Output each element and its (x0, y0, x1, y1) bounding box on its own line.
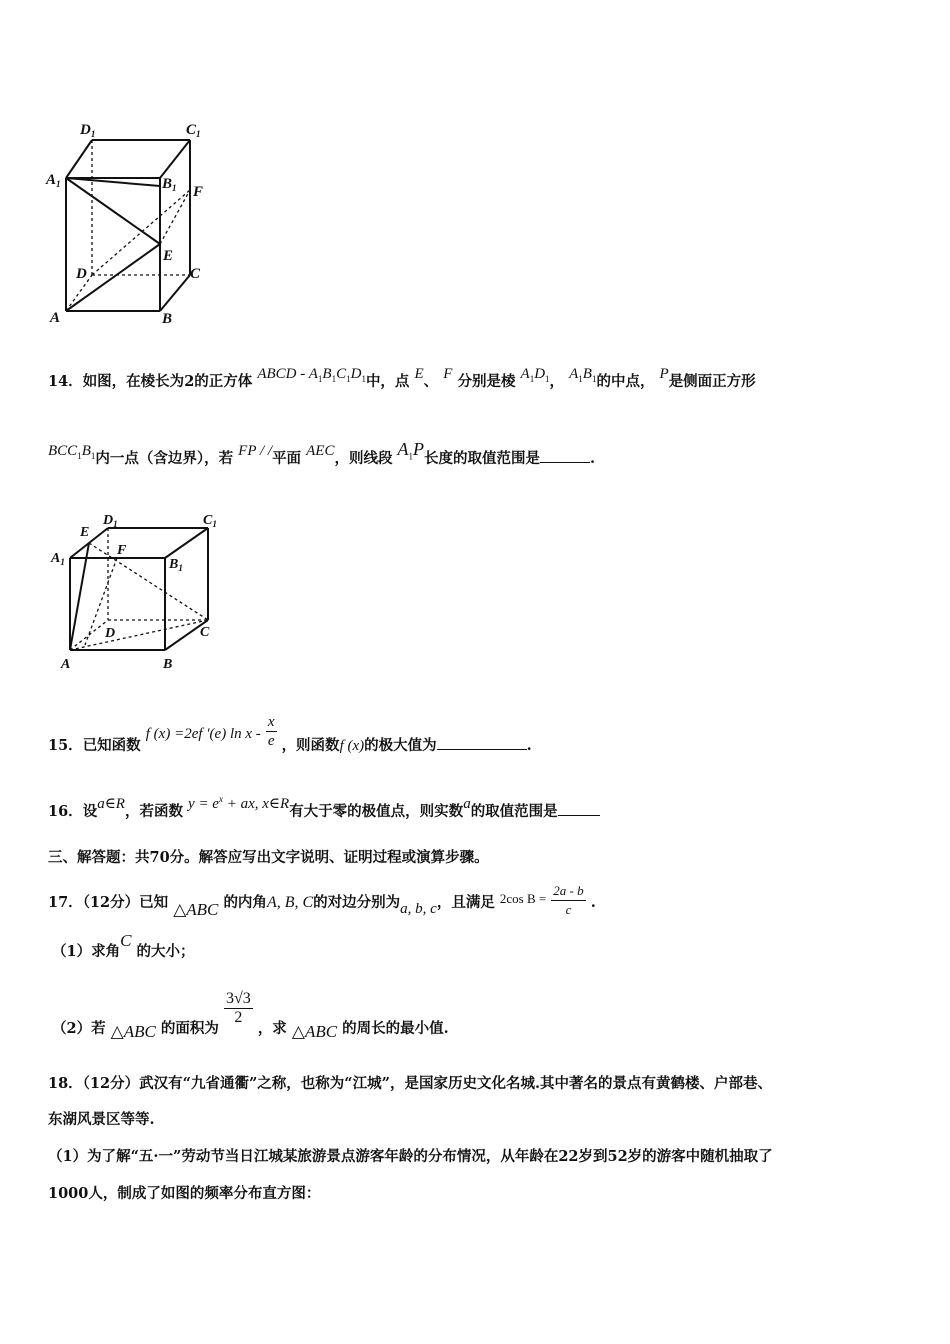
q18-line3: （1）为了解“五·一”劳动节当日江城某旅游景点游客年龄的分布情况，从年龄在22岁到52岁的游客中随机抽取了 (48, 1148, 773, 1165)
label-a: A (50, 310, 61, 326)
q18-line4: 1000人，制成了如图的频率分布直方图： (48, 1185, 321, 1202)
q17-area-fraction: $\frac{3√3}{2}$ (225, 990, 251, 1026)
cube-figure (45, 510, 230, 675)
label-c1: $C_1$ (186, 122, 201, 139)
q14-answer-blank (540, 448, 590, 463)
cube-solid-edges (70, 528, 208, 650)
label-b: B (163, 657, 173, 672)
label-b1: $B_1$ (162, 176, 177, 193)
q15-fraction: $\frac{x}{e}$ (267, 714, 275, 749)
section-3-header: 三、解答题：共70分。解答应写出文字说明、证明过程或演算步骤。 (48, 849, 489, 866)
q14-line2: $BCC_1B_1$内一点（含边界），若 FP / /平面 AEC，则线段 $A_1P$长度的取值范围是 . (48, 439, 596, 467)
q17-part2: （2）若 △ABC 的面积为 $\frac{3√3}{2}$ ，求 △ABC 的周长的最小值. (52, 990, 449, 1041)
label-b1: $B_1$ (169, 557, 183, 573)
q15-answer-blank (437, 735, 527, 750)
prism-hidden-edges (66, 140, 190, 311)
q17-part1: （1）求角C 的大小； (52, 931, 195, 960)
label-a1: $A_1$ (46, 172, 61, 189)
label-a: A (61, 657, 71, 672)
label-c: C (200, 625, 210, 640)
label-b: B (162, 311, 173, 327)
label-d: D (76, 266, 87, 282)
label-d1: $D_1$ (103, 513, 118, 529)
label-a1: $A_1$ (51, 551, 65, 567)
q16-line: 16．设a∈R，若函数 $y = e^x$ + ax, x∈R有大于零的极值点，则实数a的取值范围是 (48, 800, 600, 821)
q18-line1: 18．（12分）武汉有“九省通衢”之称，也称为“江城”，是国家历史文化名城.其中著名的景点有黄鹤楼、户部巷、 (48, 1075, 773, 1092)
label-f: F (117, 543, 127, 558)
q18-line2: 东湖风景区等等. (48, 1111, 155, 1128)
prism-figure (40, 118, 220, 333)
q17-condition-fraction: $\frac{2a - b}{c}$ (553, 883, 584, 917)
q17-line: 17．（12分）已知 △ABC 的内角A, B, C的对边分别为a, b, c，且满足 2cos B = $\frac{2a - b}{c}$ . (48, 883, 596, 919)
label-d1: $D_1$ (80, 122, 96, 139)
q14-line1: 14．如图，在棱长为2的正方体 ABCD - $A_1B_1C_1D_1$中，点 E、 F 分别是棱 $A_1D_1$， $A_1B_1$的中点， P是侧面正方形 (48, 366, 756, 390)
label-d: D (105, 626, 116, 641)
label-e: E (163, 248, 174, 264)
cube-hidden-edges (70, 528, 208, 650)
label-f: F (193, 184, 204, 200)
label-c1: $C_1$ (203, 513, 217, 529)
label-e: E (80, 525, 90, 540)
q15-line: 15．已知函数 f (x) =2ef ′(e) ln x - $\frac{x}{e}$ ，则函数f (x)的极大值为 . (48, 714, 532, 754)
label-c: C (190, 266, 201, 282)
q16-answer-blank (558, 801, 600, 816)
